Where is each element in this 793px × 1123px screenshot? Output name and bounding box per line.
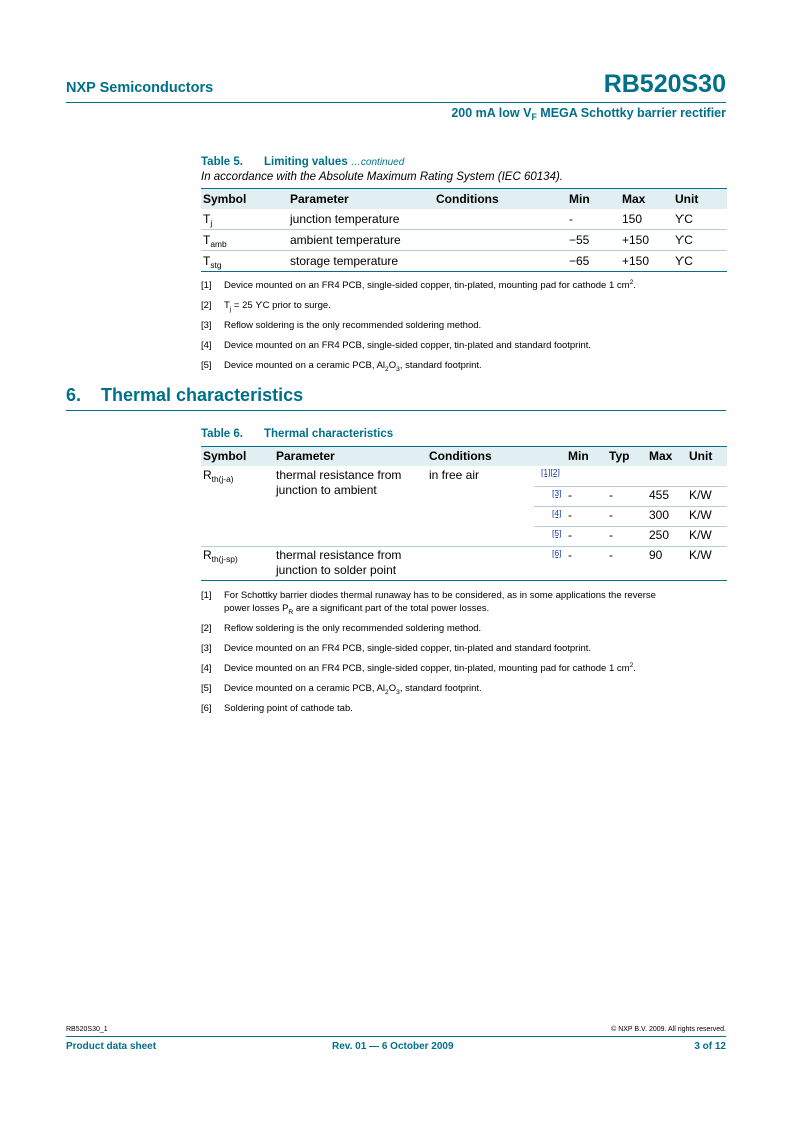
min-cell: −65 <box>567 251 620 272</box>
copyright: © NXP B.V. 2009. All rights reserved. <box>611 1026 726 1033</box>
document-id: RB520S30_1 <box>66 1026 108 1033</box>
parameter-line: thermal resistance from <box>276 468 402 482</box>
symbol-cell: $T_j$ <box>201 209 288 230</box>
table5-caption <box>201 156 404 168</box>
footnote: [2] Reflow soldering is the only recommended soldering method. <box>201 623 482 634</box>
row-divider <box>534 506 727 507</box>
footnote: [6] Soldering point of cathode tab. <box>201 703 353 714</box>
footnote: [2] $T_j = 25$ ϒC prior to surge. <box>201 300 331 313</box>
typ-cell: - <box>609 548 613 562</box>
parameter-cell: storage temperature <box>288 251 434 272</box>
row-divider <box>534 526 727 527</box>
row-divider <box>201 546 727 547</box>
parameter-line: junction to solder point <box>276 563 397 577</box>
min-cell: −55 <box>567 230 620 251</box>
footnote-reference-link[interactable]: [1][2] <box>541 467 560 477</box>
table-header-row <box>201 189 727 210</box>
footnote: [4] Device mounted on an FR4 PCB, single-sided copper, tin-plated, mounting pad for cathode 1 $cm^2$. <box>201 662 636 674</box>
footnote-reference-link[interactable]: [6] <box>552 548 562 558</box>
unit-cell: K/W <box>689 508 712 522</box>
col-conditions: Conditions <box>429 449 492 463</box>
min-cell: - <box>568 548 572 562</box>
col-symbol: Symbol <box>203 449 247 463</box>
conditions-cell <box>434 209 567 230</box>
footer-rule <box>66 1036 726 1037</box>
unit-cell: K/W <box>689 528 712 542</box>
unit-cell: K/W <box>689 488 712 502</box>
max-cell: +150 <box>620 251 673 272</box>
table6-number: Table 6. <box>201 428 243 440</box>
conditions-cell <box>434 230 567 251</box>
footnote: [3] Device mounted on an FR4 PCB, single-sided copper, tin-plated and standard footprint. <box>201 643 592 654</box>
col-unit: Unit <box>689 449 713 463</box>
max-cell: 455 <box>649 488 670 502</box>
table-row <box>201 209 727 230</box>
footnote: [1] Device mounted on an FR4 PCB, single-sided copper, tin-plated, mounting pad for cathode 1 $cm^2$. <box>201 279 636 291</box>
table6-title: Thermal characteristics <box>264 428 394 440</box>
company-name: NXP Semiconductors <box>66 80 214 96</box>
section-heading: 6. Thermal characteristics <box>66 385 304 405</box>
conditions-cell: in free air <box>429 468 480 482</box>
col-conditions: Conditions <box>434 189 567 210</box>
unit-cell: K/W <box>689 548 712 562</box>
parameter-cell: ambient temperature <box>288 230 434 251</box>
document-type: Product data sheet <box>66 1041 157 1052</box>
max-cell: 150 <box>620 209 673 230</box>
col-min: Min <box>568 449 589 463</box>
table5-continued: …continued <box>350 157 405 168</box>
symbol-cell: $R_{th(j-sp)}$ <box>203 548 238 564</box>
min-cell: - <box>567 209 620 230</box>
symbol-cell: $R_{th(j-a)}$ <box>203 468 234 484</box>
symbol-cell: $T_{stg}$ <box>201 251 288 272</box>
col-unit: Unit <box>673 189 727 210</box>
table6-footnotes <box>201 589 727 722</box>
col-parameter: Parameter <box>276 449 335 463</box>
table-row <box>201 251 727 272</box>
section-rule <box>66 410 726 411</box>
min-cell: - <box>568 488 572 502</box>
col-typ: Typ <box>609 449 630 463</box>
footnote-reference-link[interactable]: [3] <box>552 488 562 498</box>
symbol-cell: $T_{amb}$ <box>201 230 288 251</box>
unit-cell: ϒC <box>673 209 727 230</box>
table5-note: In accordance with the Absolute Maximum Rating System (IEC 60134). <box>201 171 563 183</box>
max-cell: 300 <box>649 508 670 522</box>
unit-cell: ϒC <box>673 251 727 272</box>
col-max: Max <box>649 449 673 463</box>
parameter-line: thermal resistance from <box>276 548 402 562</box>
col-symbol: Symbol <box>201 189 288 210</box>
footnote: [5] Device mounted on a ceramic PCB, $Al_2O_3$, standard footprint. <box>201 360 482 373</box>
table5-title: Limiting values <box>264 156 348 168</box>
parameter-cell: junction temperature <box>288 209 434 230</box>
parameter-line: junction to ambient <box>276 483 377 497</box>
product-subtitle: 200 mA low $V_F$ MEGA Schottky barrier rectifier <box>451 106 726 122</box>
footnote: [1] For Schottky barrier diodes thermal runaway has to be considered, as in some applications the reverse power losses $P_R$ are a significant part of the total power losses. <box>201 590 656 616</box>
max-cell: +150 <box>620 230 673 251</box>
limiting-values-table <box>201 188 727 272</box>
col-min: Min <box>567 189 620 210</box>
footnote-reference-link[interactable]: [4] <box>552 508 562 518</box>
footnote: [4] Device mounted on an FR4 PCB, single-sided copper, tin-plated and standard footprint. <box>201 340 592 351</box>
footnote: [5] Device mounted on a ceramic PCB, $Al_2O_3$, standard footprint. <box>201 683 482 696</box>
max-cell: 90 <box>649 548 663 562</box>
table5-footnotes <box>201 279 727 379</box>
table-end-rule <box>201 580 727 581</box>
footnote-reference-link[interactable]: [5] <box>552 528 562 538</box>
product-title: RB520S30 <box>603 70 726 98</box>
revision: Rev. 01 — 6 October 2009 <box>332 1041 454 1052</box>
max-cell: 250 <box>649 528 670 542</box>
typ-cell: - <box>609 508 613 522</box>
col-max: Max <box>620 189 673 210</box>
unit-cell: ϒC <box>673 230 727 251</box>
typ-cell: - <box>609 488 613 502</box>
header-rule <box>66 102 726 103</box>
page-number: 3 of 12 <box>694 1041 726 1052</box>
table-row <box>201 230 727 251</box>
row-divider <box>534 486 727 487</box>
min-cell: - <box>568 508 572 522</box>
table5-number: Table 5. <box>201 156 243 168</box>
min-cell: - <box>568 528 572 542</box>
footnote: [3] Reflow soldering is the only recommended soldering method. <box>201 320 482 331</box>
table6-caption <box>201 428 393 440</box>
conditions-cell <box>434 251 567 272</box>
typ-cell: - <box>609 528 613 542</box>
table-header-row <box>201 446 727 466</box>
col-parameter: Parameter <box>288 189 434 210</box>
